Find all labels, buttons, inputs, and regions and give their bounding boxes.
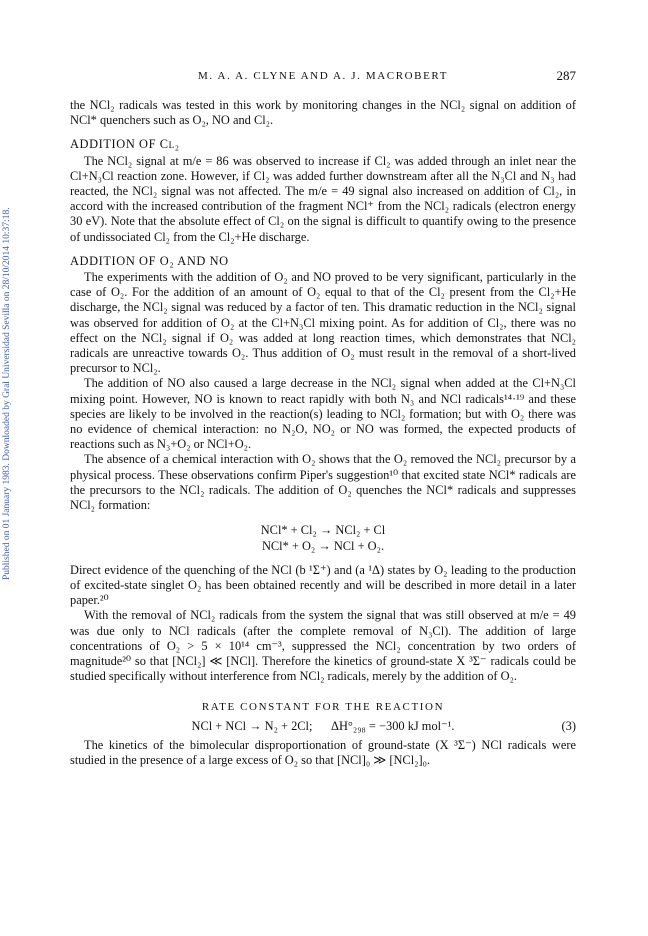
equation-quench-cl2: NCl* + Cl₂ → NCl₂ + Cl bbox=[260, 523, 386, 538]
download-watermark bbox=[1, 150, 19, 580]
page-number: 287 bbox=[556, 68, 576, 83]
article-body bbox=[70, 98, 576, 768]
paragraph-o2-no-2: The addition of NO also caused a large decrease in the NCl₂ signal when added at the Cl+N₃Cl mixing point. However, NO is known to react rapidly with both N₃ and NCl radicals¹⁴·¹⁹ and these species are likely to be involved in the reaction(s) leading to NCl₂ formation; but with O₂ there was no evidence of chemical interaction: no N₂O, NO₂ or NO was formed, the expected products of reactions such as N₃+O₂ or NCl+O₂. bbox=[70, 376, 576, 452]
equation-block bbox=[70, 523, 576, 554]
section-heading-cl2: ADDITION OF Cl₂ bbox=[70, 137, 180, 152]
section-heading-o2-no: ADDITION OF O₂ AND NO bbox=[70, 253, 229, 268]
header-authors: M. A. A. CLYNE AND A. J. MACROBERT bbox=[197, 70, 449, 82]
paragraph-o2-no-5: With the removal of NCl₂ radicals from the system the signal that was still observed at m/e = 49 was due only to NCl radicals (after the complete removal of N₃Cl). The addition of large concentrations of O₂ > 5 × 10¹⁴ cm⁻³, suppressed the NCl₂ concentration by two orders of magnitude²⁰ so that [NCl₂] ≪ [NCl]. Therefore the kinetics of ground-state X ³Σ⁻ radicals could be studied specifically without interference from NCl₂ radicals, merely by the addition of O₂. bbox=[70, 608, 576, 684]
equation-3-number: (3) bbox=[561, 718, 576, 733]
equation-3-text: NCl + NCl → N₂ + 2Cl; ΔH°₂₉₈ = −300 kJ mol⁻¹. bbox=[191, 718, 455, 733]
download-watermark-text: Published on 01 January 1983. Downloaded by Gral Universidad Sevilla on 28/10/2014 10:37:18. bbox=[2, 207, 12, 580]
paragraph-intro: the NCl₂ radicals was tested in this work by monitoring changes in the NCl₂ signal on addition of NCl* quenchers such as O₂, NO and Cl₂. bbox=[70, 98, 576, 128]
equation-3 bbox=[70, 719, 576, 734]
paragraph-o2-no-1: The experiments with the addition of O₂ and NO proved to be very significant, particularly in the case of O₂. For the addition of an amount of O₂ equal to that of the Cl₂ present from the Cl₂+He discharge, the NCl₂ signal was reduced by a factor of ten. This dramatic reduction in the NCl₂ signal was observed for addition of O₂ at the Cl+N₃Cl mixing point. As for addition of Cl₂, there was no effect on the NCl₂ signal if O₂ was added at long reaction times, which demonstrates that NCl₂ radicals are unreactive towards O₂. Thus addition of O₂ must result in the removal of a short-lived precursor to NCl₂. bbox=[70, 270, 576, 376]
paragraph-rate: The kinetics of the bimolecular disproportionation of ground-state (X ³Σ⁻) NCl radicals were studied in the presence of a large excess of O₂ so that [NCl]₀ ≫ [NCl₂]₀. bbox=[70, 737, 576, 767]
section-heading-rate-constant: RATE CONSTANT FOR THE REACTION bbox=[201, 701, 445, 714]
paragraph-o2-no-4: Direct evidence of the quenching of the NCl (b ¹Σ⁺) and (a ¹Δ) states by O₂ leading to the production of excited-state singlet O₂ has been obtained recently and will be described in more detail in a later paper.²⁰ bbox=[70, 562, 576, 608]
paragraph-o2-no-3: The absence of a chemical interaction with O₂ shows that the O₂ removed the NCl₂ precursor by a physical process. These observations confirm Piper's suggestion¹⁰ that excited state NCl* radicals are the precursors to the NCl₂ radicals. The addition of O₂ quenches the NCl* radicals and suppresses NCl₂ formation: bbox=[70, 452, 576, 513]
equation-quench-o2: NCl* + O₂ → NCl + O₂. bbox=[261, 539, 385, 554]
paragraph-cl2: The NCl₂ signal at m/e = 86 was observed to increase if Cl₂ was added through an inlet near the Cl+N₃Cl reaction zone. However, if Cl₂ was added further downstream after all the N₃Cl and N₃ had reacted, the NCl₂ signal was not affected. The m/e = 49 signal also increased on addition of Cl₂, in accord with the increased contribution of the fragment NCl⁺ from the NCl₂ radicals (electron energy 30 eV). Note that the absolute effect of Cl₂ on the signal is difficult to quantify owing to the presence of undissociated Cl₂ from the Cl₂+He discharge. bbox=[70, 153, 576, 244]
running-header bbox=[70, 70, 576, 86]
